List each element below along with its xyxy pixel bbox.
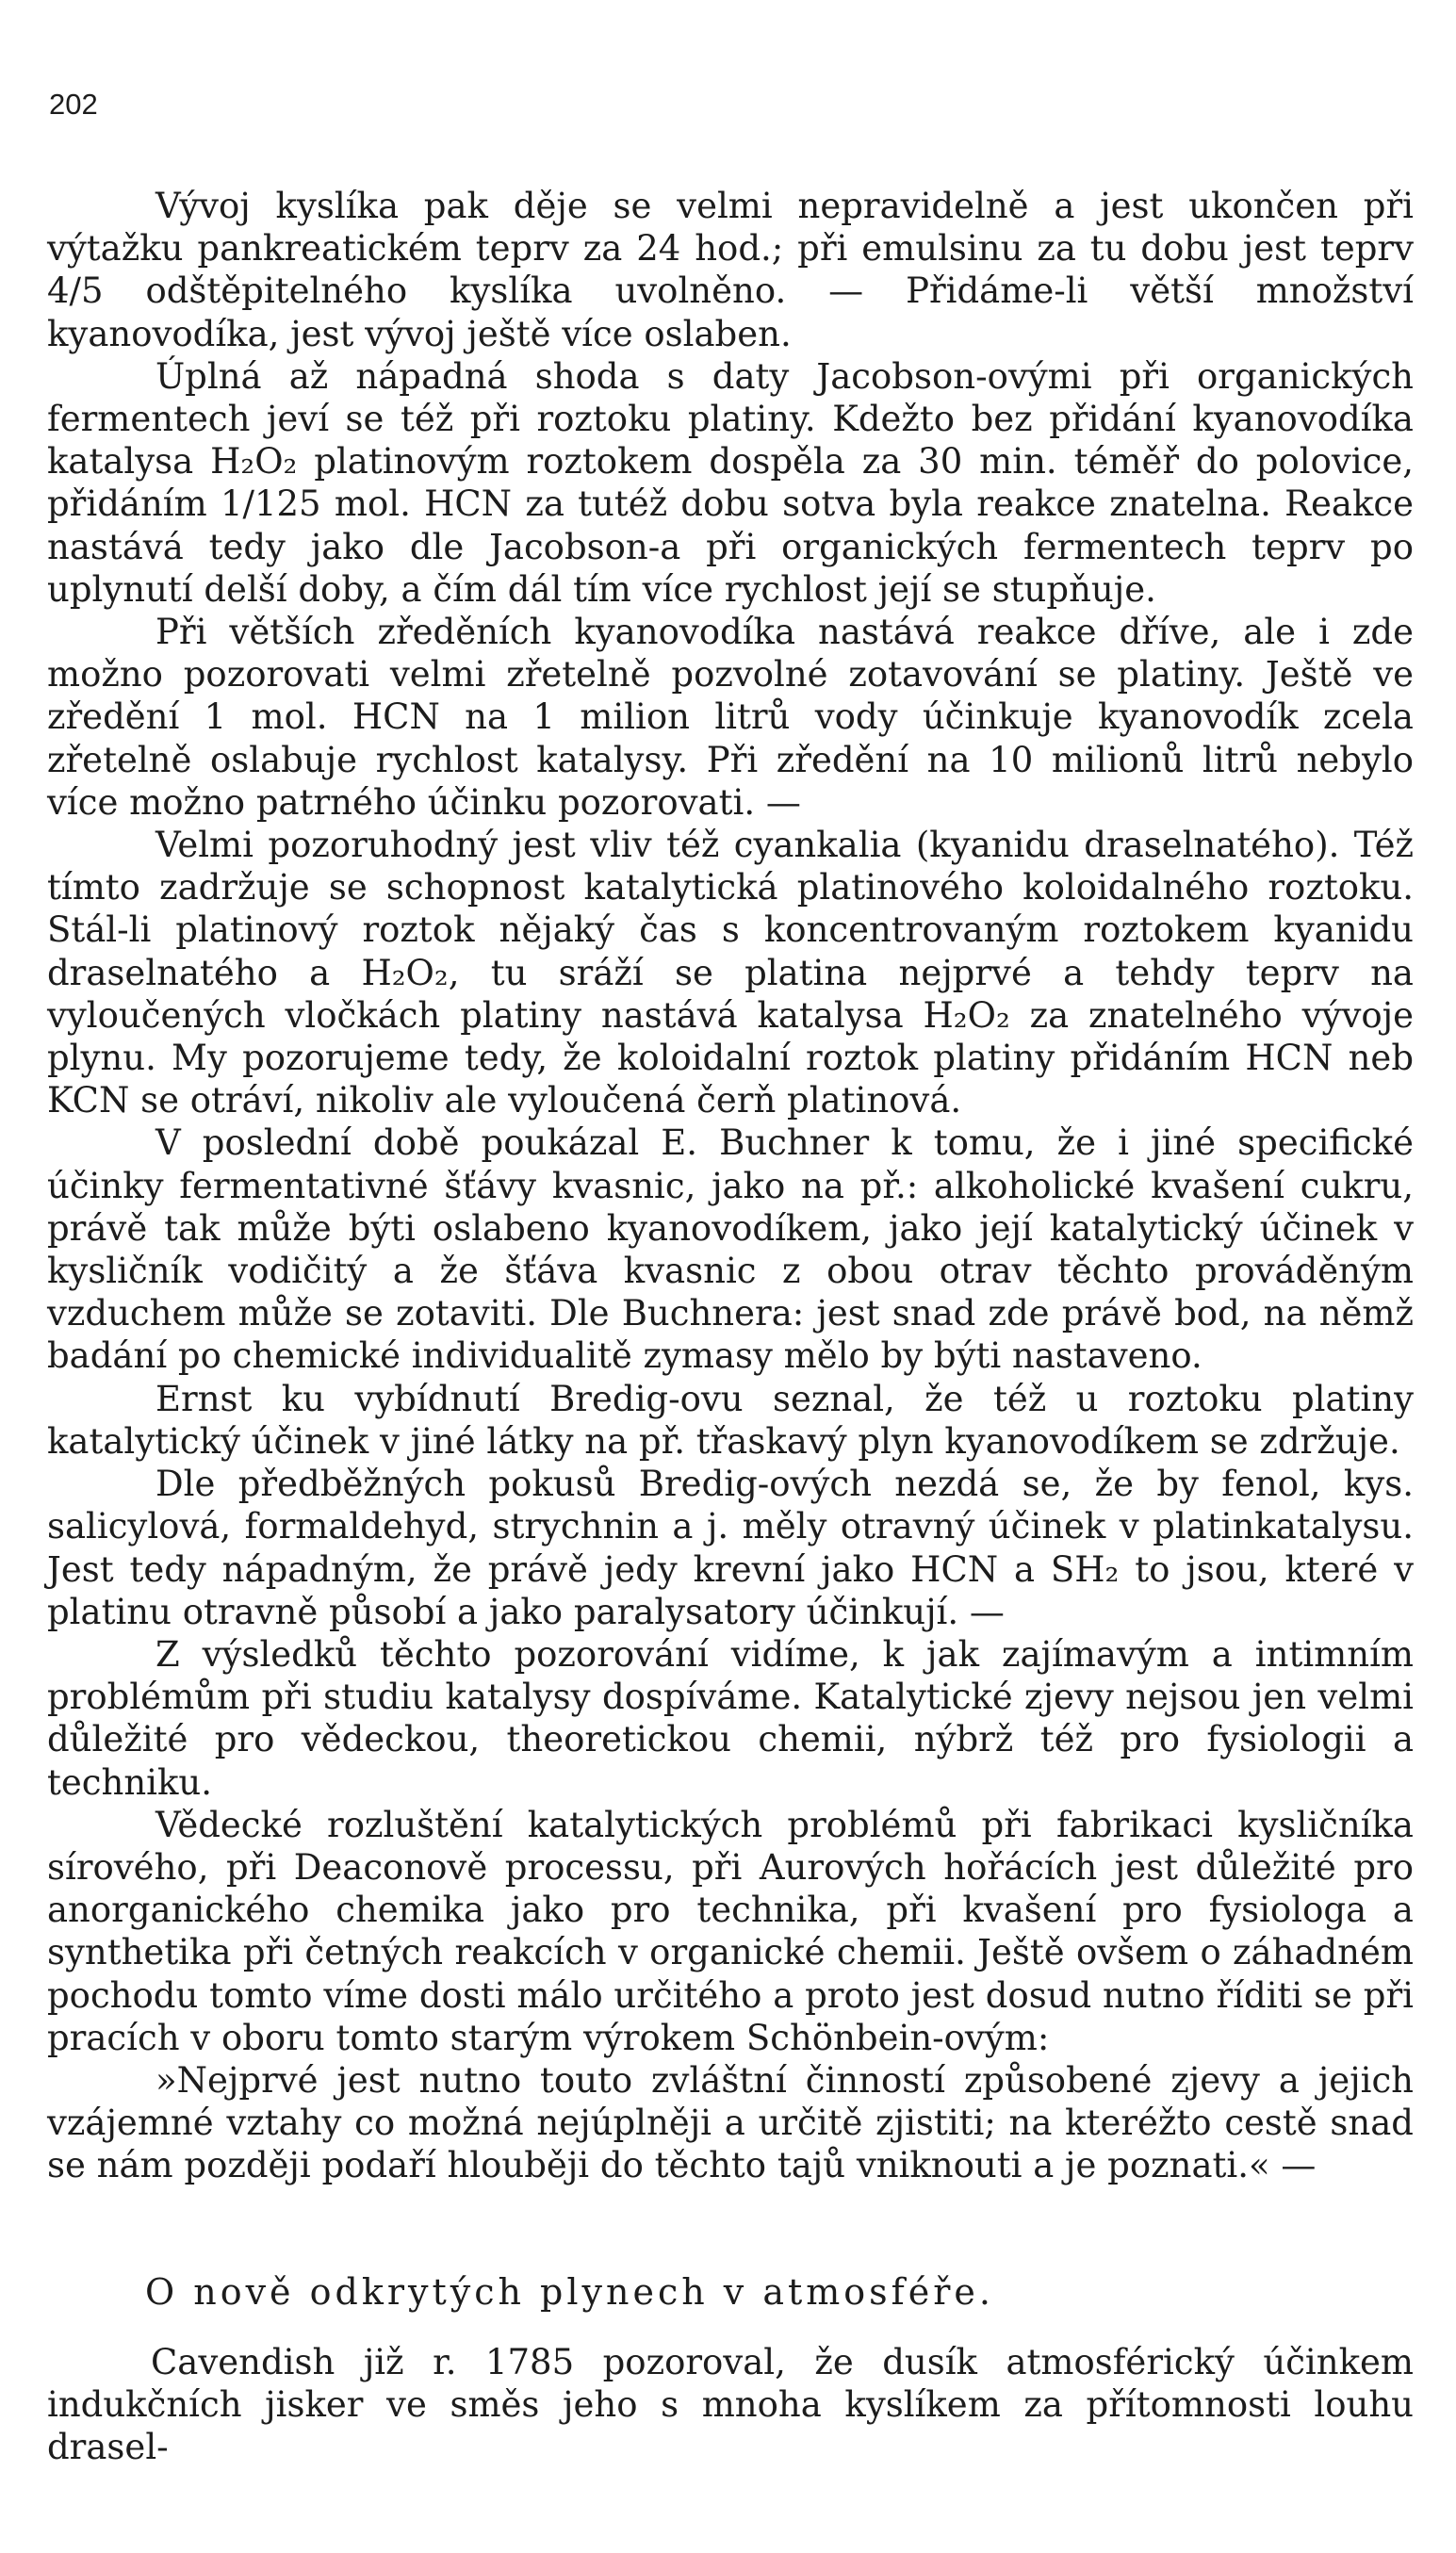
closing-paragraph: Cavendish již r. 1785 pozoroval, že dusík atmosférický účinkem indukčních jisker ve směs jeho s mnoha kyslíkem za přítomnosti louhu drasel- xyxy=(47,2342,1414,2467)
paragraph-1: Vývoj kyslíka pak děje se velmi nepravidelně a jest ukončen při výtažku pankreatickém teprv za 24 hod.; při emulsinu za tu dobu jest teprv 4/5 odštěpitelného kyslíka uvolněno. — Přidáme-li větší množství kyanovodíka, jest vývoj ještě více oslaben. xyxy=(47,186,1414,354)
paragraph-6: Ernst ku vybídnutí Bredig-ovu seznal, že též u roztoku platiny katalytický účinek v jiné látky na př. třaskavý plyn kyanovodíkem se zdržuje. xyxy=(47,1378,1414,1462)
page-number: 202 xyxy=(49,88,98,121)
body-text xyxy=(47,185,1414,2187)
paragraph-3: Při větších zředěních kyanovodíka nastává reakce dříve, ale i zde možno pozorovati velmi zřetelně pozvolné zotavování se platiny. Ještě ve zředění 1 mol. HCN na 1 milion litrů vody účinkuje kyanovodík zcela zřetelně oslabuje rychlost katalysy. Při zředění na 10 milionů litrů nebylo více možno patrného účinku pozorovati. — xyxy=(47,612,1414,823)
closing-text xyxy=(47,2341,1414,2468)
section-heading: O nově odkrytých plynech v atmosféře. xyxy=(145,2271,994,2313)
paragraph-4: Velmi pozoruhodný jest vliv též cyankalia (kyanidu draselnatého). Též tímto zadržuje se schopnost katalytická platinového koloidalného roztoku. Stál-li platinový roztok nějaký čas s koncentrovaným roztokem kyanidu draselnatého a H₂O₂, tu sráží se platina nejprvé a tehdy teprv na vyloučených vločkách platiny nastává katalysa H₂O₂ za znatelného vývoje plynu. My pozorujeme tedy, že koloidalní roztok platiny přidáním HCN neb KCN se otráví, nikoliv ale vyloučená čerň platinová. xyxy=(47,825,1414,1121)
paragraph-10: »Nejprvé jest nutno touto zvláštní činností způsobené zjevy a jejich vzájemné vztahy co možná nejúplněji a určitě zjistiti; na kteréžto cestě snad se nám později podaří hlouběji do těchto tajů vniknouti a je poznati.« — xyxy=(47,2059,1414,2186)
paragraph-2: Úplná až nápadná shoda s daty Jacobson-ovými při organických fermentech jeví se též při roztoku platiny. Kdežto bez přidání kyanovodíka katalysa H₂O₂ platinovým roztokem dospěla za 30 min. téměř do polovice, přidáním 1/125 mol. HCN za tutéž dobu sotva byla reakce znatelna. Reakce nastává tedy jako dle Jacobson-a při organických fermentech teprv po uplynutí delší doby, a čím dál tím více rychlost její se stupňuje. xyxy=(47,355,1414,610)
paragraph-8: Z výsledků těchto pozorování vidíme, k jak zajímavým a intimním problémům při studiu katalysy dospíváme. Katalytické zjevy nejsou jen velmi důležité pro vědeckou, theoretickou chemii, nýbrž též pro fysiologii a techniku. xyxy=(47,1633,1414,1803)
paragraph-5: V poslední době poukázal E. Buchner k tomu, že i jiné specifické účinky fermentativné šťávy kvasnic, jako na př.: alkoholické kvašení cukru, právě tak může býti oslabeno kyanovodíkem, jako její katalytický účinek v kysličník vodičitý a že šťáva kvasnic z obou otrav těchto prováděným vzduchem může se zotaviti. Dle Buchnera: jest snad zde právě bod, na němž badání po chemické individualitě zymasy mělo by býti nastaveno. xyxy=(47,1122,1414,1377)
paragraph-9: Vědecké rozluštění katalytických problémů při fabrikaci kysličníka sírového, při Deaconově processu, při Aurových hořácích jest důležité pro anorganického chemika jako pro technika, při kvašení pro fysiologa a synthetika při četných reakcích v organické chemii. Ještě ovšem o záhadném pochodu tomto víme dosti málo určitého a proto jest dosud nutno říditi se při pracích v oboru tomto starým výrokem Schönbein-ovým: xyxy=(47,1804,1414,2058)
paragraph-7: Dle předběžných pokusů Bredig-ových nezdá se, že by fenol, kys. salicylová, formaldehyd, strychnin a j. měly otravný účinek v platinkatalysu. Jest tedy nápadným, že právě jedy krevní jako HCN a SH₂ to jsou, které v platinu otravně působí a jako paralysatory účinkují. — xyxy=(47,1464,1414,1632)
